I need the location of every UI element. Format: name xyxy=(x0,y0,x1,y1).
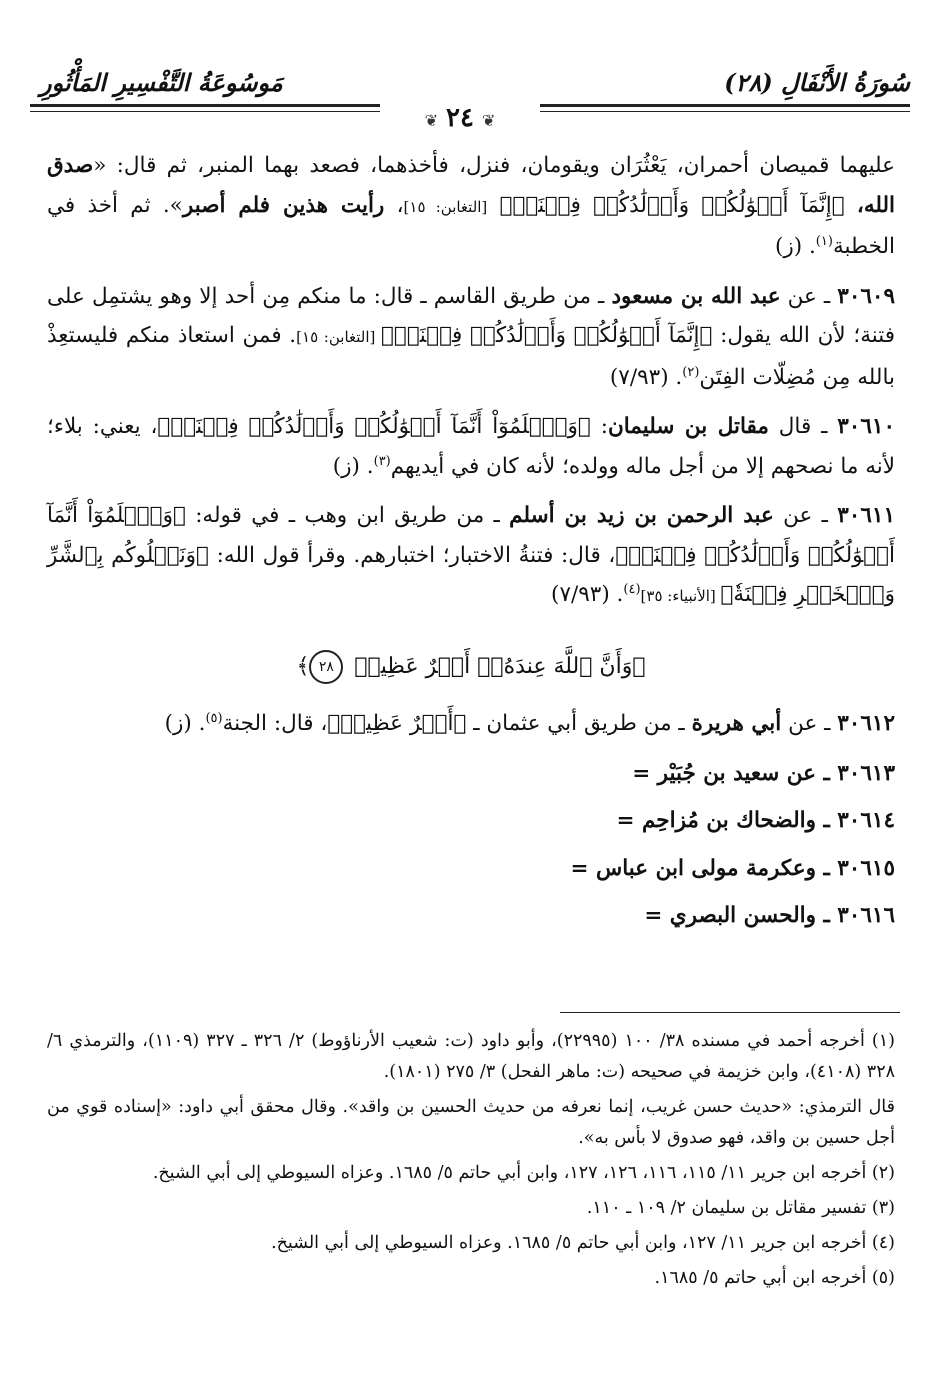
text: ـ عن xyxy=(781,711,838,736)
narration-30610 xyxy=(47,407,895,486)
text: ـ قال xyxy=(768,414,838,439)
paragraph-continuation xyxy=(47,146,895,267)
narration-number: ٣٠٦١٤ xyxy=(837,808,895,833)
footnote-ref: (٤) xyxy=(623,581,641,597)
footnote: (٢) أخرجه ابن جرير ١١/ ١١٥، ١١٦، ١٢٦، ١٢٧، وابن أبي حاتم ٥/ ١٦٨٥. وعزاه السيوطي إلى أبي الشيخ. xyxy=(152,1163,895,1183)
quote-bold: رأيت هذين فلم أصبر xyxy=(182,192,385,218)
text: ـ من طريق القاسم ـ قال: ما منكم مِن أحد إلا وهو يشتمِل على فتنة؛ لأن الله يقول: xyxy=(47,283,895,348)
footnote: (٤) أخرجه ابن جرير ١١/ ١٢٧، وابن أبي حاتم ٥/ ١٦٨٥. وعزاه السيوطي إلى أبي الشيخ. xyxy=(271,1233,895,1253)
text: عليهما قميصان أحمران، يَعْثُرَان ويقومان، فنزل، فأخذهما، فصعد بهما المنبر، ثم قال: « xyxy=(93,153,895,178)
list-item xyxy=(47,849,895,889)
quran-verse: ﴿أَجۡرٌ عَظِيمٞ﴾ xyxy=(327,711,467,736)
footnote-ref: (٣) xyxy=(373,453,391,469)
verse-close: ﴾ xyxy=(296,653,310,679)
text: ، قال: فتنةُ الاختبار؛ اختبارهم. وقرأ قول الله: xyxy=(208,542,616,568)
text: ـ والحسن البصري = xyxy=(644,903,838,928)
narration-number: ٣٠٦١٢ xyxy=(837,711,895,736)
ornament-icon: ❦ xyxy=(481,111,496,130)
text: : xyxy=(590,414,608,439)
narrator-name: عبد الله بن مسعود xyxy=(611,283,781,309)
verse-ref: [الأنبياء: ٣٥] xyxy=(640,587,721,605)
narrator-name: مقاتل بن سليمان xyxy=(607,414,769,439)
page-number: ٢٤ xyxy=(446,103,474,133)
text: ـ وعكرمة مولى ابن عباس = xyxy=(570,855,838,881)
verse-number-badge: ٢٨ xyxy=(309,650,343,684)
narration-30609 xyxy=(47,277,895,398)
list-item xyxy=(47,754,895,794)
footnote-ref: (١) xyxy=(815,233,833,249)
text: . (٧/٩٣) xyxy=(609,364,683,390)
text: ـ من طريق أبي عثمان ـ xyxy=(466,711,692,736)
quran-verse: ﴿وَٱعۡلَمُوٓاْ أَنَّمَآ أَمۡوَٰلُكُمۡ وَأَوۡلَٰدُكُمۡ فِتۡنَةٞ﴾ xyxy=(47,503,896,568)
text: ـ والضحاك بن مُزاحِم = xyxy=(616,808,838,833)
surah-title: سُورَةُ الأَنْفَالِ (٢٨) xyxy=(724,68,910,97)
text: . فمن استعاذ منكم فليستعِذْ بالله مِن مُضِلّات الفِتَن xyxy=(47,323,895,390)
quran-verse: ﴿وَنَبۡلُوكُم بِٱلشَّرِّ وَٱلۡخَيۡرِ فِتۡنَةٗ﴾ xyxy=(47,542,895,607)
text: ، xyxy=(384,192,404,218)
narration-number: ٣٠٦١٣ xyxy=(837,760,895,786)
narration-number: ٣٠٦١٦ xyxy=(837,903,895,928)
list-item xyxy=(47,801,895,841)
verse-text: ﴿وَأَنَّ ٱللَّهَ عِندَهُۥٓ أَجۡرٌ عَظِيمٞ xyxy=(354,653,646,679)
narration-30612 xyxy=(47,704,895,744)
list-item xyxy=(47,896,895,936)
narrator-name: أبي هريرة xyxy=(691,711,782,736)
narrator-name: عبد الرحمن بن زيد بن أسلم xyxy=(509,503,774,528)
narration-number: ٣٠٦١٥ xyxy=(837,855,895,881)
text: . (ز) xyxy=(164,711,206,736)
main-text xyxy=(47,146,895,944)
footnote-ref: (٢) xyxy=(682,364,700,380)
footnote: قال الترمذي: «حديث حسن غريب، إنما نعرفه من حديث الحسين بن واقد». وقال محقق أبي داود: «إسناده قوي من أجل حسين بن واقد، فهو صدوق لا بأس به». xyxy=(47,1097,895,1148)
verse-ref: [التغابن: ١٥] xyxy=(403,197,488,216)
footnote: (٥) أخرجه ابن أبي حاتم ٥/ ١٦٨٥. xyxy=(654,1268,895,1288)
text: ». ثم أخذ في الخطبة xyxy=(47,192,895,259)
verse-ref: [التغابن: ١٥] xyxy=(296,328,382,346)
text: . (ز) xyxy=(774,234,816,259)
footnote: (١) أخرجه أحمد في مسنده ٣٨/ ١٠٠ (٢٢٩٩٥)، وأبو داود (ت: شعيب الأرناؤوط) ٢/ ٣٢٦ ـ ٣٢٧ (١١٠٩)، والترمذي ٦/ ٣٢٨ (٤١٠٨)، وابن خزيمة في صحيحه (ت: ماهر الفحل) ٣/ ٢٧٥ (١٨٠١). xyxy=(47,1031,895,1082)
text: . (٧/٩٣) xyxy=(551,582,624,607)
text: ـ من طريق ابن وهب ـ في قوله: xyxy=(185,503,510,528)
footnotes xyxy=(47,1026,895,1298)
narration-number: ٣٠٦١١ xyxy=(837,503,895,528)
text: ـ عن xyxy=(780,283,838,309)
running-header xyxy=(40,62,910,102)
footnote: (٣) تفسير مقاتل بن سليمان ٢/ ١٠٩ ـ ١١٠. xyxy=(586,1198,895,1218)
verse-heading xyxy=(47,647,895,687)
text: ، يعني: بلاء؛ لأنه ما نصحهم إلا من أجل ماله وولده؛ لأنه كان في أيديهم xyxy=(47,414,895,479)
quran-verse: ﴿إِنَّمَآ أَمۡوَٰلُكُمۡ وَأَوۡلَٰدُكُمۡ فِتۡنَةٞ﴾ xyxy=(381,323,713,348)
ornament-icon: ❦ xyxy=(424,111,439,130)
text: ، قال: الجنة xyxy=(222,711,328,736)
footnote-rule xyxy=(560,1012,900,1013)
book-title: مَوسُوعَةُ التَّفْسِيرِ المَأْثُورِ xyxy=(40,68,283,97)
footnote-ref: (٥) xyxy=(205,710,223,726)
quran-verse: ﴿وَٱعۡلَمُوٓاْ أَنَّمَآ أَمۡوَٰلُكُمۡ وَأَوۡلَٰدُكُمۡ فِتۡنَةٞ﴾ xyxy=(157,414,591,439)
narration-30611 xyxy=(47,496,895,617)
text: ـ عن سعيد بن جُبَيْر = xyxy=(632,760,838,786)
page-number-box xyxy=(380,100,540,140)
text: ـ عن xyxy=(773,503,838,528)
text: . (ز) xyxy=(332,453,374,479)
narration-number: ٣٠٦٠٩ xyxy=(837,283,896,309)
quran-verse: ﴿إِنَّمَآ أَمۡوَٰلُكُمۡ وَأَوۡلَٰدُكُمۡ فِتۡنَةٞ﴾ xyxy=(487,192,857,218)
narration-number: ٣٠٦١٠ xyxy=(837,414,895,439)
quote-bold: صدق الله، xyxy=(47,153,896,218)
